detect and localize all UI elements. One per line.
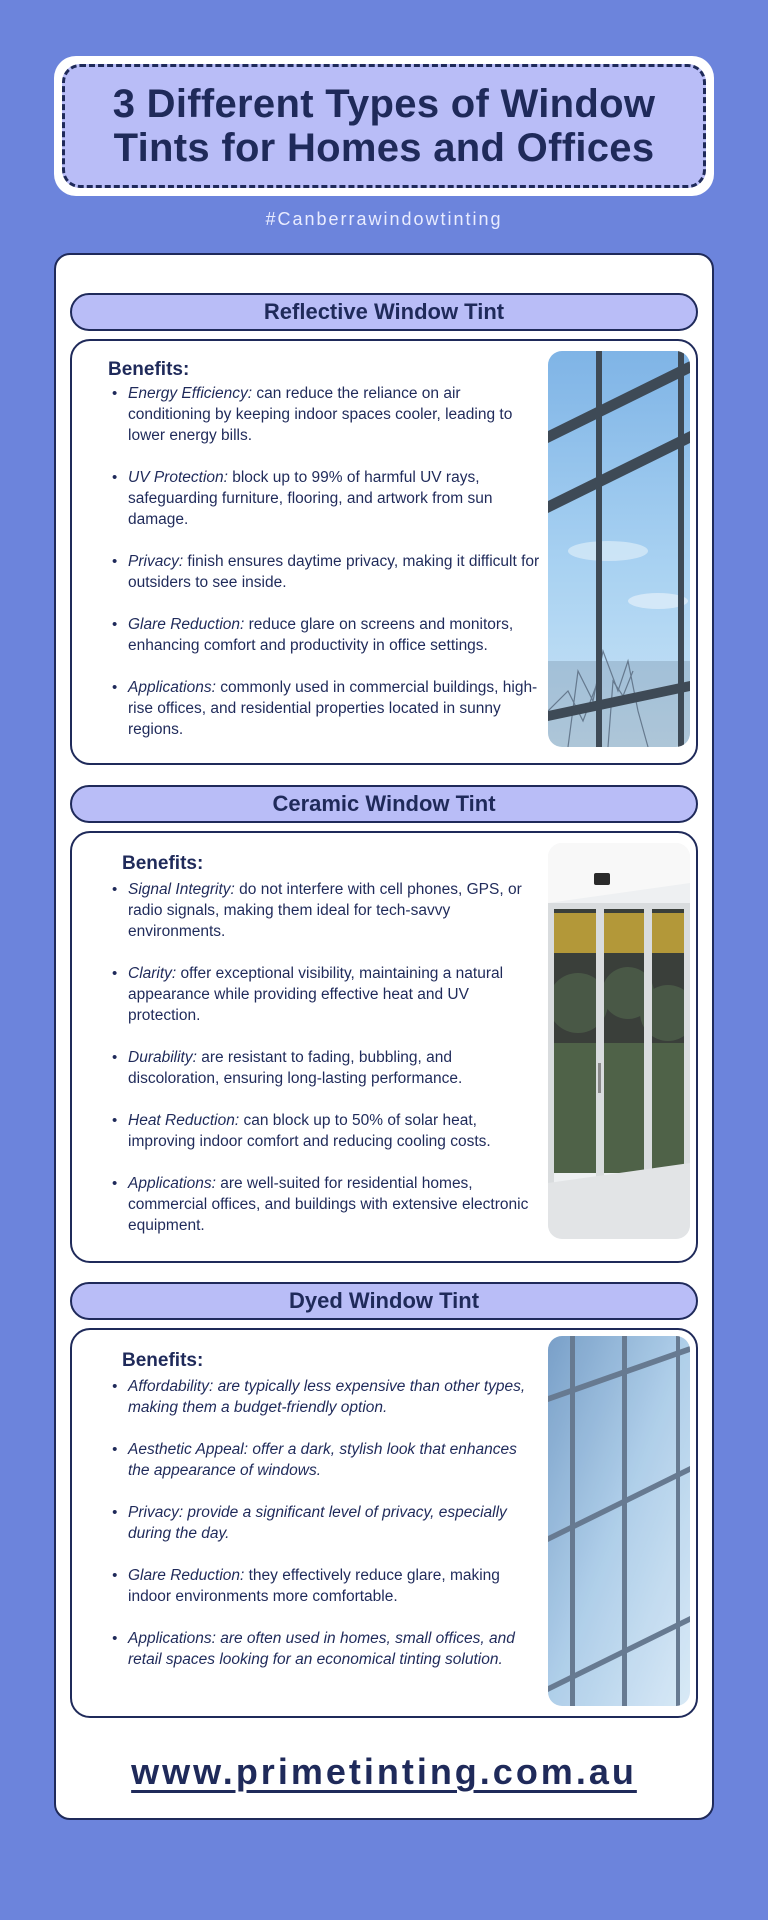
benefits-label: Benefits: <box>108 359 190 380</box>
list-item: • Durability: are resistant to fading, bubbling, and discoloration, ensuring long-lasting performance. <box>128 1047 540 1089</box>
section-heading-reflective: Reflective Window Tint <box>70 293 698 331</box>
list-item: • Applications: commonly used in commercial buildings, high-rise offices, and residential properties located in sunny regions. <box>128 677 540 740</box>
section-heading-ceramic: Ceramic Window Tint <box>70 785 698 823</box>
list-item: • Energy Efficiency: can reduce the reliance on air conditioning by keeping indoor spaces cooler, leading to lower energy bills. <box>128 383 540 446</box>
website-link[interactable]: www.primetinting.com.au <box>131 1751 637 1792</box>
benefits-label: Benefits: <box>122 1350 204 1371</box>
section-heading-dyed: Dyed Window Tint <box>70 1282 698 1320</box>
list-item: • Heat Reduction: can block up to 50% of solar heat, improving indoor comfort and reducing cooling costs. <box>128 1110 540 1152</box>
hashtag: #Canberrawindowtinting <box>265 209 503 229</box>
content-panel <box>54 253 714 1820</box>
section-card-dyed <box>70 1328 698 1718</box>
list-item: • Applications: are often used in homes, small offices, and retail spaces looking for an economical tinting solution. <box>128 1628 540 1670</box>
sliding-glass-door-photo <box>548 843 690 1239</box>
list-item: • Privacy: finish ensures daytime privacy, making it difficult for outsiders to see inside. <box>128 551 540 593</box>
benefits-list <box>128 1376 540 1691</box>
title-line-1: 3 Different Types of Window <box>112 82 656 126</box>
title-card <box>54 56 714 196</box>
list-item: • Clarity: offer exceptional visibility, maintaining a natural appearance while providing effective heat and UV protection. <box>128 963 540 1026</box>
list-item: • Privacy: provide a significant level of privacy, especially during the day. <box>128 1502 540 1544</box>
list-item: • UV Protection: block up to 99% of harmful UV rays, safeguarding furniture, flooring, and artwork from sun damage. <box>128 467 540 530</box>
list-item: • Signal Integrity: do not interfere with cell phones, GPS, or radio signals, making them ideal for tech-savvy environments. <box>128 879 540 942</box>
section-card-ceramic <box>70 831 698 1263</box>
benefits-label: Benefits: <box>122 853 204 874</box>
blue-glass-building-photo <box>548 1336 690 1706</box>
list-item: • Aesthetic Appeal: offer a dark, stylish look that enhances the appearance of windows. <box>128 1439 540 1481</box>
title-inner <box>62 64 706 188</box>
section-card-reflective <box>70 339 698 765</box>
list-item: • Glare Reduction: they effectively reduce glare, making indoor environments more comfortable. <box>128 1565 540 1607</box>
list-item: • Applications: are well-suited for residential homes, commercial offices, and buildings with extensive electronic equipment. <box>128 1173 540 1236</box>
benefits-list <box>128 383 540 761</box>
list-item: • Glare Reduction: reduce glare on screens and monitors, enhancing comfort and productivity in office settings. <box>128 614 540 656</box>
reflective-glass-facade-photo <box>548 351 690 747</box>
benefits-list <box>128 879 540 1257</box>
title-line-2: Tints for Homes and Offices <box>113 126 655 170</box>
page-title <box>113 82 656 170</box>
list-item: • Affordability: are typically less expensive than other types, making them a budget-friendly option. <box>128 1376 540 1418</box>
